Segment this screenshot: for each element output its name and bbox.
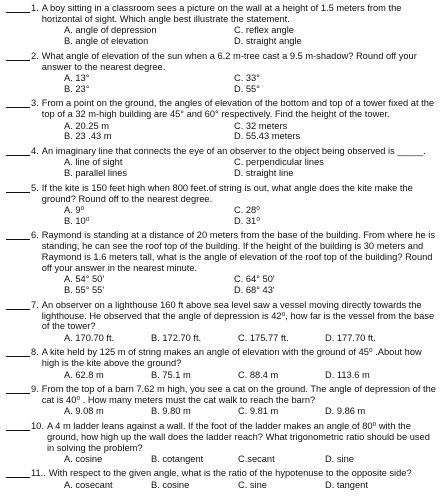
question-text: A kite held by 125 m of string makes an angle of elevation with the ground of 45⁰ .About how high is the kite above the ground? [41,347,422,369]
options [64,73,437,95]
option: B. 9.80 m [151,406,191,417]
question-11 [6,468,437,490]
answer-blank[interactable] [6,98,30,108]
option: D. 55.43 meters [234,131,301,142]
options [64,454,437,465]
options [64,333,437,344]
question-10 [6,421,437,465]
option: C. 28⁰ [234,204,260,215]
question-text: Raymond is standing at a distance of 20 meters from the base of the building. From where he is standing, he can see the roof top of the building. If the height of the building is 30 meters and Raymond is 1.6 meters tall, what is the angle of elevation of the roof top of the building? Round off your answer in the nearest minute. [41,230,436,273]
question-6 [6,230,437,296]
option: A. line of sight [64,157,123,168]
option: D. sine [325,453,354,464]
option: D. 113.6 m [325,369,370,380]
option: D. 68° 43' [234,285,275,296]
option: A. angle of depression [64,25,157,36]
question-number: 11.. [31,468,46,479]
options [64,121,437,143]
question-number: 7. [31,299,39,310]
question-number: 8. [31,347,39,358]
option: A. 9.08 m [64,406,104,417]
option: A. 13° [64,72,90,83]
options [64,274,437,296]
option: A. cosecant [64,479,113,490]
answer-blank[interactable] [6,3,30,13]
option: C. perpendicular lines [234,157,324,168]
option: D. tangent [325,479,368,490]
question-8 [6,347,437,380]
option: A. 9⁰ [64,204,85,215]
option: C. sine [238,479,267,490]
question-1 [6,3,437,47]
question-number: 3. [31,98,39,109]
question-text: A 4 m ladder leans against a wall. If the foot of the ladder makes an angle of 80⁰ with the ground, how high up the wall does the ladder reach? What trigonometric ratio should be used in solving the problem? [46,420,430,453]
question-text: An observer on a lighthouse 160 ft above sea level saw a vessel moving directly towards the lighthouse. He observed that the angle of depression is 42⁰, how far is the vessel from the base of the tower? [41,299,435,332]
option: B. angle of elevation [64,36,149,47]
question-5 [6,183,437,227]
options [64,205,437,227]
option: B. cosine [151,479,190,490]
option: B. 55° 55' [64,285,105,296]
question-7 [6,300,437,344]
option: A. 20.25 m [64,120,109,131]
question-9 [6,384,437,417]
options [64,370,437,381]
option: C. 9.81 m [238,406,279,417]
answer-blank[interactable] [6,468,30,478]
answer-blank[interactable] [6,51,30,61]
option: A. 54° 50' [64,274,105,285]
question-text: From the top of a barn 7.62 m high, you see a cat on the ground. The angle of depression of the cat is 40⁰ . How many meters must the cat walk to reach the barn? [41,384,436,405]
answer-blank[interactable] [6,384,30,394]
option: B. 23 .43 m [64,131,112,142]
question-4 [6,146,437,179]
option: A. 170.70 ft. [64,332,115,343]
answer-blank[interactable] [6,347,30,357]
question-text: With respect to the given angle, what is the ratio of the hypotenuse to the opposite side? [48,468,412,479]
question-text: From a point on the ground, the angles of elevation of the bottom and top of a tower fixed at the top of a 32 m-high building are 45° and 60° respectively. Find the height of the tower. [41,98,435,120]
answer-blank[interactable] [6,421,30,431]
question-number: 2. [31,50,39,61]
question-number: 6. [31,230,39,241]
question-3 [6,98,437,142]
option: B. 23° [64,83,90,94]
options [64,157,437,179]
options [64,406,437,417]
question-2 [6,51,437,95]
question-number: 4. [31,145,39,156]
options [64,480,437,491]
option: B. parallel lines [64,168,128,179]
question-text: A boy sitting in a classroom sees a picture on the wall at a height of 1.5 meters from the horizontal of sight. Which angle best illustrate the statement. [41,3,402,24]
answer-blank[interactable] [6,146,30,156]
option: A. cosine [64,453,103,464]
option: D. 31⁰ [234,215,260,226]
option: C. 175.77 ft. [238,332,289,343]
option: B. 75.1 m [151,369,191,380]
question-number: 1. [31,3,39,13]
option: C. 64° 50' [234,274,275,285]
option: C. 33° [234,72,260,83]
options [64,25,437,47]
option: B. cotangent [151,453,204,464]
answer-blank[interactable] [6,300,30,310]
option: B. 172.70 ft. [151,332,202,343]
option: C. reflex angle [234,25,294,36]
answer-blank[interactable] [6,183,30,193]
answer-blank[interactable] [6,230,30,240]
option: C. 32 meters [234,120,288,131]
option: D. straight angle [234,36,302,47]
option: C. 88.4 m [238,369,279,380]
option: D. 9.86 m [325,406,366,417]
option: D. 177.70 ft. [325,332,376,343]
question-number: 5. [31,182,39,193]
question-text: If the kite is 150 feet high when 800 feet.of string is out, what angle does the kite make the ground? Round off to the nearest degree. [41,182,413,204]
option: B. 10⁰ [64,215,90,226]
question-text: What angle of elevation of the sun when a 6.2 m-tree cast a 9.5 m-shadow? Round off your answer to the nearest degree. [41,50,417,72]
option: D. 55° [234,83,260,94]
option: D. straight line [234,168,294,179]
option: C.secant [238,453,275,464]
option: A. 62.8 m [64,369,104,380]
question-text: An imaginary line that connects the eye of an observer to the object being observed is _____. [41,145,426,156]
question-number: 10. [31,420,44,431]
question-number: 9. [31,384,39,394]
